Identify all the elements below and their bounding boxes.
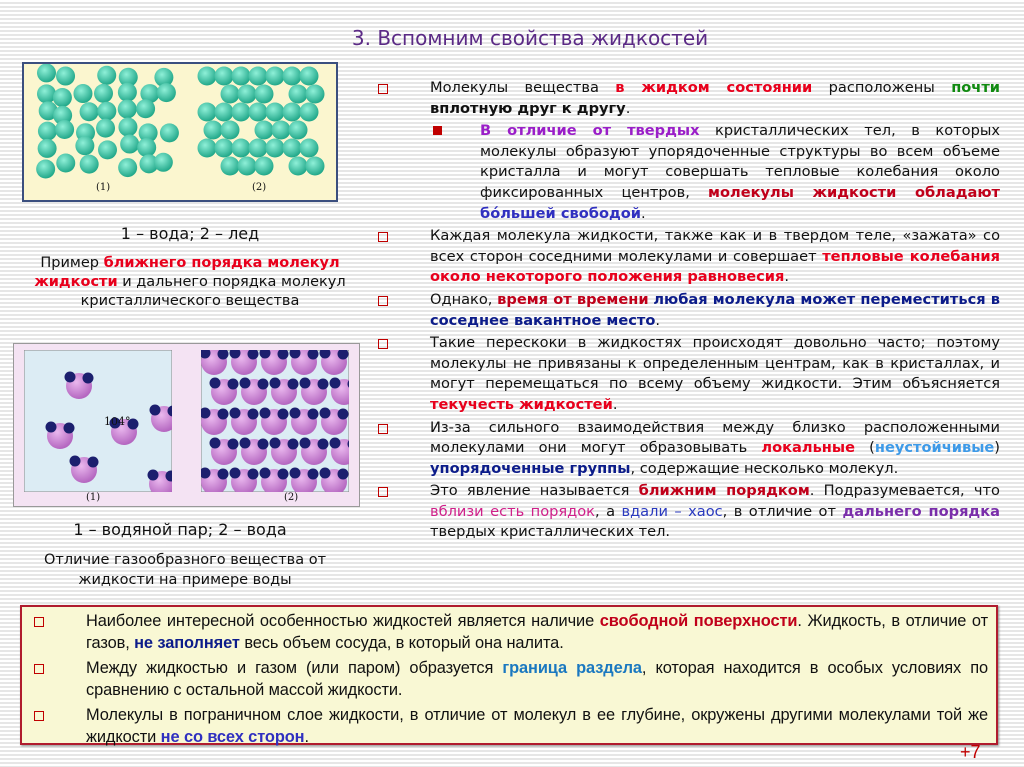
text-segment: . xyxy=(655,311,661,329)
molecule-icon xyxy=(154,153,173,172)
page-number: +7 xyxy=(960,742,981,762)
molecule-icon xyxy=(249,139,268,158)
list-item xyxy=(30,658,988,701)
vapor-water-figure xyxy=(13,343,360,507)
text-segment: Каждая молекула жидкости, также как и в твердом теле, «зажата» со всех сторон соседними молекулами и совершает xyxy=(430,227,1000,265)
highlighted-text: любая молекула может переместиться в соседнее вакантное место xyxy=(430,290,1000,329)
molecule-icon xyxy=(96,119,115,138)
molecule-icon xyxy=(249,103,268,122)
highlighted-text: бо́льшей свободой xyxy=(480,204,642,222)
hydrogen-atom-icon xyxy=(88,457,99,468)
hydrogen-atom-icon xyxy=(240,378,251,389)
hydrogen-atom-icon xyxy=(65,372,76,383)
molecule-icon xyxy=(215,67,234,86)
water-molecule-diagram xyxy=(14,344,359,506)
molecule-icon xyxy=(118,158,137,177)
molecule-icon xyxy=(38,139,57,158)
text-segment: Это явление называется xyxy=(430,482,639,500)
molecule-icon xyxy=(300,103,319,122)
molecule-icon xyxy=(136,99,155,118)
molecule-icon xyxy=(272,121,291,140)
highlighted-text: ближним порядком xyxy=(638,482,810,500)
figure2-caption: 1 – водяной пар; 2 – вода xyxy=(73,520,287,539)
molecule-icon xyxy=(55,120,74,139)
molecule-icon xyxy=(238,85,257,104)
square-bullet-icon xyxy=(34,711,44,721)
figure-label-1: (1) xyxy=(86,492,101,503)
hydrogen-atom-icon xyxy=(308,409,319,420)
molecule-icon xyxy=(97,66,116,85)
highlighted-text: дальнего порядка xyxy=(842,502,1000,520)
text-segment: . Жидкость, в отличие от газов, xyxy=(86,612,988,652)
hydrogen-atom-icon xyxy=(70,456,81,467)
molecule-icon xyxy=(221,121,240,140)
hydrogen-atom-icon xyxy=(258,379,269,390)
hydrogen-atom-icon xyxy=(320,408,331,419)
text-segment: Однако, xyxy=(430,290,498,308)
hydrogen-atom-icon xyxy=(260,408,271,419)
hydrogen-atom-icon xyxy=(218,349,229,360)
text-segment: , содержащие несколько молекул. xyxy=(630,459,899,477)
hydrogen-atom-icon xyxy=(330,378,341,389)
molecule-icon xyxy=(221,85,240,104)
hydrogen-atom-icon xyxy=(300,378,311,389)
text-segment: весь объем сосуда, в который она налита. xyxy=(239,633,564,652)
text-segment: , в отличие от xyxy=(722,502,843,520)
highlighted-text: вплотную друг к другу xyxy=(430,99,626,117)
list-item xyxy=(378,481,1000,543)
list-item xyxy=(378,333,1000,415)
text-segment: ( xyxy=(854,439,875,457)
square-bullet-icon xyxy=(378,232,388,242)
hydrogen-atom-icon xyxy=(290,408,301,419)
hydrogen-atom-icon xyxy=(248,349,259,360)
molecule-icon xyxy=(198,139,217,158)
highlighted-text: в жидком состоянии xyxy=(615,79,813,96)
molecule-icon xyxy=(118,118,137,137)
hydrogen-atom-icon xyxy=(200,468,211,479)
molecule-icon xyxy=(289,85,308,104)
hydrogen-atom-icon xyxy=(200,408,211,419)
hydrogen-atom-icon xyxy=(300,438,311,449)
molecule-icon xyxy=(98,140,117,159)
figure1-caption: 1 – вода; 2 – лед xyxy=(120,224,260,243)
hydrogen-atom-icon xyxy=(228,439,239,450)
square-bullet-icon xyxy=(34,617,44,627)
angle-label: 104° xyxy=(104,415,131,428)
hydrogen-atom-icon xyxy=(150,405,161,416)
molecule-icon xyxy=(300,139,319,158)
square-bullet-icon xyxy=(378,424,388,434)
list-item xyxy=(378,226,1000,288)
hydrogen-atom-icon xyxy=(270,378,281,389)
molecule-icon xyxy=(238,157,257,176)
highlighted-text: не со всех сторон xyxy=(160,727,305,746)
list-item xyxy=(378,121,1000,224)
slide-title: 3. Вспомним свойства жидкостей xyxy=(351,26,709,50)
surface-properties-box xyxy=(20,605,998,745)
highlighted-text: тепловые колебания около некоторого положения равновесия xyxy=(430,247,1000,286)
molecule-icon xyxy=(118,83,137,102)
molecule-icon xyxy=(283,103,302,122)
hydrogen-atom-icon xyxy=(270,438,281,449)
molecule-icon xyxy=(80,102,99,121)
highlighted-text: свободной поверхности xyxy=(599,612,798,630)
text-segment: Из-за сильного взаимодействия между близко расположенными молекулами они могут образовывать xyxy=(430,418,1000,457)
highlighted-text: молекулы жидкости обладают xyxy=(708,183,1000,201)
highlighted-text: вблизи есть порядок xyxy=(430,502,595,520)
figure-label-2: (2) xyxy=(252,182,267,193)
molecule-icon xyxy=(160,123,179,142)
highlighted-text: почти xyxy=(951,79,1000,96)
molecule-icon xyxy=(118,100,137,119)
hydrogen-atom-icon xyxy=(230,408,241,419)
text-segment: ) xyxy=(994,439,1000,457)
list-item xyxy=(378,78,1000,119)
molecule-icon xyxy=(94,84,113,103)
square-bullet-icon xyxy=(378,84,388,94)
molecule-icon xyxy=(232,67,251,86)
list-item xyxy=(378,290,1000,331)
molecule-icon xyxy=(283,67,302,86)
molecule-icon xyxy=(255,157,274,176)
text-segment: . xyxy=(784,268,790,286)
water-ice-figure xyxy=(22,62,338,202)
hydrogen-atom-icon xyxy=(288,379,299,390)
text-segment: Пример xyxy=(40,255,104,271)
highlighted-text: граница раздела xyxy=(502,659,642,677)
text-segment: . xyxy=(625,99,631,117)
filled-square-bullet-icon xyxy=(433,126,442,135)
square-bullet-icon xyxy=(378,487,388,497)
properties-list xyxy=(378,78,1000,545)
hydrogen-atom-icon xyxy=(338,469,349,480)
hydrogen-atom-icon xyxy=(210,438,221,449)
molecule-icon xyxy=(306,85,325,104)
molecule-icon xyxy=(38,122,57,141)
text-segment: кристаллических тел, в которых молекулы образуют упорядоченные структуры во всем объеме кристалла и могут совершать тепловые колебания около фиксированных центров, xyxy=(480,122,1000,201)
hydrogen-atom-icon xyxy=(278,349,289,360)
molecule-icon xyxy=(300,67,319,86)
molecule-icon xyxy=(232,103,251,122)
highlighted-text: локальные xyxy=(761,439,855,457)
hydrogen-atom-icon xyxy=(320,468,331,479)
molecule-icon xyxy=(56,154,75,173)
highlighted-text: время от времени xyxy=(497,290,649,308)
molecule-icon xyxy=(75,136,94,155)
molecule-icon xyxy=(215,139,234,158)
hydrogen-atom-icon xyxy=(148,470,159,481)
molecule-icon xyxy=(232,139,251,158)
figure-label-1: (1) xyxy=(96,182,111,193)
text-segment: Молекулы в пограничном слое жидкости, в отличие от молекул в ее глубине, окружены другими молекулами той же жидкости xyxy=(86,706,988,746)
molecule-icon xyxy=(266,103,285,122)
hydrogen-atom-icon xyxy=(308,469,319,480)
hydrogen-atom-icon xyxy=(308,349,319,360)
hydrogen-atom-icon xyxy=(278,409,289,420)
hydrogen-atom-icon xyxy=(218,409,229,420)
molecule-icon xyxy=(56,67,75,86)
highlighted-text: не заполняет xyxy=(134,633,240,652)
molecule-icon xyxy=(36,159,55,178)
highlighted-text: вдали – хаос xyxy=(621,502,723,520)
figure1-description xyxy=(20,254,360,311)
text-segment: . Подразумевается, что xyxy=(809,482,1000,500)
highlighted-text: неустойчивые xyxy=(874,439,995,457)
text-segment: расположены xyxy=(812,79,952,96)
molecule-icon xyxy=(283,139,302,158)
molecule-icon xyxy=(37,84,56,103)
molecule-icon xyxy=(157,83,176,102)
list-item xyxy=(378,418,1000,480)
square-bullet-icon xyxy=(34,664,44,674)
hydrogen-atom-icon xyxy=(248,469,259,480)
hydrogen-atom-icon xyxy=(278,469,289,480)
molecule-icon xyxy=(255,121,274,140)
molecule-icon xyxy=(289,121,308,140)
molecule-icon xyxy=(137,138,156,157)
hydrogen-atom-icon xyxy=(318,439,329,450)
figure2-description: Отличие газообразного вещества от жидкости на примере воды xyxy=(43,552,327,588)
hydrogen-atom-icon xyxy=(248,409,259,420)
hydrogen-atom-icon xyxy=(46,422,57,433)
molecule-icon xyxy=(215,103,234,122)
molecule-icon xyxy=(289,157,308,176)
molecule-icon xyxy=(306,157,325,176)
hydrogen-atom-icon xyxy=(230,468,241,479)
molecule-icon xyxy=(97,102,116,121)
list-item xyxy=(30,611,988,654)
molecule-icon xyxy=(266,139,285,158)
hydrogen-atom-icon xyxy=(83,373,94,384)
molecule-icon xyxy=(204,121,223,140)
hydrogen-atom-icon xyxy=(210,378,221,389)
square-bullet-icon xyxy=(378,339,388,349)
text-segment: . xyxy=(641,204,646,222)
molecule-diagram xyxy=(24,64,336,200)
hydrogen-atom-icon xyxy=(338,409,349,420)
text-segment: Такие перескоки в жидкостях происходят довольно часто; поэтому молекулы не привязаны к определенным центрам, как в кристаллах, и могут перемещаться по всему объему жидкости. Этим объясняется xyxy=(430,334,1000,393)
molecule-icon xyxy=(80,155,99,174)
text-segment: , которая находится в особых условиях по сравнению с остальной массой жидкости. xyxy=(86,659,988,699)
hydrogen-atom-icon xyxy=(64,423,75,434)
molecule-icon xyxy=(198,67,217,86)
molecule-icon xyxy=(37,64,56,82)
figure-label-2: (2) xyxy=(284,492,299,503)
molecule-icon xyxy=(53,88,72,107)
hydrogen-atom-icon xyxy=(228,379,239,390)
molecule-icon xyxy=(73,84,92,103)
highlighted-text: упорядоченные группы xyxy=(430,459,631,477)
molecule-icon xyxy=(120,135,139,154)
hydrogen-atom-icon xyxy=(260,468,271,479)
text-segment: , а xyxy=(595,502,622,520)
molecule-icon xyxy=(266,67,285,86)
text-segment: и дальнего порядка молекул кристаллического вещества xyxy=(80,274,346,309)
hydrogen-atom-icon xyxy=(290,468,301,479)
text-segment: . xyxy=(304,727,309,746)
hydrogen-atom-icon xyxy=(258,439,269,450)
text-segment: Молекулы вещества xyxy=(430,79,616,96)
text-segment: Между жидкостью и газом (или паром) образуется xyxy=(86,659,503,677)
text-segment: . xyxy=(612,395,618,413)
molecule-icon xyxy=(221,157,240,176)
highlighted-text: ближнего порядка молекул жидкости xyxy=(34,255,340,290)
square-bullet-icon xyxy=(378,296,388,306)
hydrogen-atom-icon xyxy=(218,469,229,480)
text-segment: твердых кристаллических тел. xyxy=(430,523,671,541)
hydrogen-atom-icon xyxy=(240,438,251,449)
molecule-icon xyxy=(198,103,217,122)
molecule-icon xyxy=(249,67,268,86)
list-item xyxy=(30,705,988,748)
highlighted-text: В отличие от твердых xyxy=(480,122,700,140)
hydrogen-atom-icon xyxy=(330,438,341,449)
molecule-icon xyxy=(255,85,274,104)
text-segment: Наиболее интересной особенностью жидкостей является наличие xyxy=(86,612,600,630)
hydrogen-atom-icon xyxy=(288,439,299,450)
highlighted-text: текучесть жидкостей xyxy=(430,395,613,413)
hydrogen-atom-icon xyxy=(318,379,329,390)
hydrogen-atom-icon xyxy=(338,349,349,360)
